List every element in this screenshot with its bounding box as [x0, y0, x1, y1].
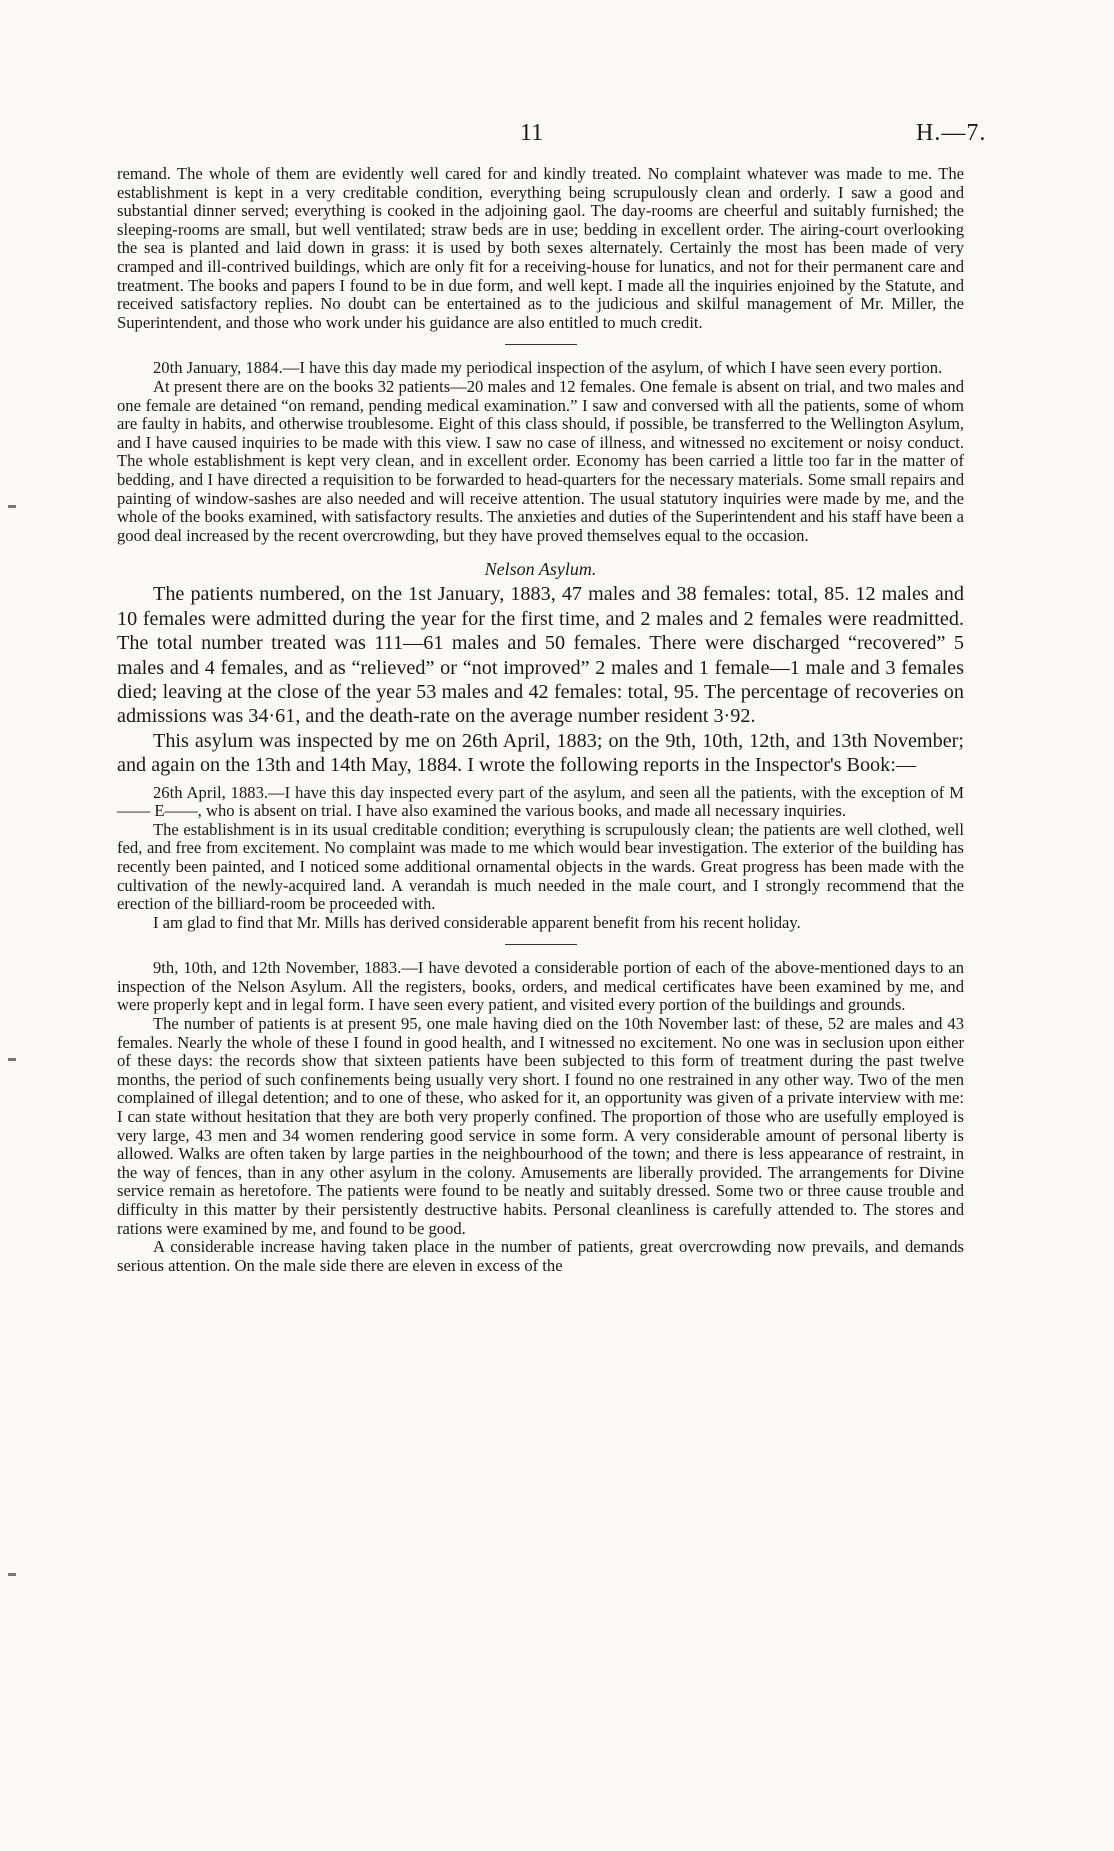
paragraph-inspection-dates: This asylum was inspected by me on 26th April, 1883; on the 9th, 10th, 12th, and 13th November; and again on the 13th and 14th May, 1884. I wrote the following reports in the Inspector's Book:— — [117, 729, 964, 777]
margin-mark — [8, 1573, 16, 1576]
paragraph-april-1883: 26th April, 1883.—I have this day inspected every part of the asylum, and seen all the patients, with the exception of M—— E——, who is absent on trial. I have also examined the various books, and made all necessary inquiries. — [117, 782, 964, 821]
paragraph-overcrowding: A considerable increase having taken place in the number of patients, great overcrowding now prevails, and demands serious attention. On the male side there are eleven in excess of the — [117, 1237, 964, 1275]
margin-mark — [8, 505, 16, 508]
page-number: 11 — [520, 120, 544, 146]
document-reference: H.—7. — [916, 120, 987, 146]
margin-mark — [8, 1058, 16, 1061]
paragraph-establishment: The establishment is in its usual creditable condition; everything is scrupulously clean; the patients are well clothed, well fed, and free from excitement. No complaint was made to me which would bear investigation. The exterior of the building has recently been painted, and I noticed some additional ornamental objects in the wards. Great progress has been made with the cultivation of the newly-acquired land. A verandah is much needed in the male court, and I strongly recommend that the erection of the billiard-room be proceeded with. — [117, 819, 964, 914]
paragraph-patient-count: The number of patients is at present 95, one male having died on the 10th November last: of these, 52 are males and 43 females. Nearly the whole of these I found in good health, and I witnessed no excitement. No one was in seclusion upon either of these days: the records show that sixteen patients have been subjected to this form of treatment during the past twelve months, the period of such confinements being usually very short. I found no one restrained in any other way. Two of the men complained of illegal detention; and to one of these, who asked for it, an opportunity was given of a private interview with me: I can state without hesitation that they are both very properly confined. The proportion of those who are usefully employed is very large, 43 men and 34 women rendering good service in some form. A very considerable amount of personal liberty is allowed. Walks are often taken by large parties in the neighbourhood of the town; and there is less appearance of restraint, in the way of fences, than in any other asylum in the colony. Amusements are liberally provided. The arrangements for Divine service remain as heretofore. The patients were found to be neatly and suitably dressed. Some two or three cause trouble and difficulty in this matter by their persistently destructive habits. Personal cleanliness is carefully attended to. The stores and rations were examined by me, and found to be good. — [117, 1014, 964, 1238]
section-divider — [505, 344, 577, 345]
paragraph-jan-1884: 20th January, 1884.—I have this day made my periodical inspection of the asylum, of which I have seen every portion. — [153, 358, 943, 378]
paragraph-november-1883: 9th, 10th, and 12th November, 1883.—I have devoted a considerable portion of each of the above-mentioned days to an inspection of the Nelson Asylum. All the registers, books, orders, and medical certificates have been examined by me, and were properly kept and in legal form. I have seen every patient, and visited every portion of the buildings and grounds. — [117, 958, 964, 1015]
paragraph-patients-on-books: At present there are on the books 32 patients—20 males and 12 females. One female is absent on trial, and two males and one female are detained “on remand, pending medical examination.” I saw and conversed with all the patients, some of whom are faulty in habits, and otherwise troublesome. Eight of this class should, if possible, be transferred to the Wellington Asylum, and I have caused inquiries to be made with this view. I saw no case of illness, and witnessed no excitement or noisy conduct. The whole establishment is kept very clean, and in excellent order. Economy has been carried a little too far in the matter of bedding, and I have directed a requisition to be forwarded to head-quarters for the necessary materials. Some small repairs and painting of window-sashes are also needed and will receive attention. The usual statutory inquiries were made by me, and the whole of the books examined, with satisfactory results. The anxieties and duties of the Superintendent and his staff have been a good deal increased by the recent overcrowding, but they have proved themselves equal to the occasion. — [117, 376, 964, 545]
paragraph-remand: remand. The whole of them are evidently well cared for and kindly treated. No complaint whatever was made to me. The establishment is kept in a very creditable condition, everything being scrupulously clean and orderly. I saw a good and substantial dinner served; everything is cooked in the adjoining gaol. The day-rooms are cheerful and suitably furnished; the sleeping-rooms are small, but well ventilated; straw beds are in use; bedding in excellent order. The airing-court overlooking the sea is planted and laid down in grass: it is used by both sexes alternately. Certainly the most has been made of very cramped and ill-contrived buildings, which are only fit for a receiving-house for lunatics, and not for their permanent care and treatment. The books and papers I found to be in due form, and well kept. I made all the inquiries enjoined by the Statute, and received satisfactory replies. No doubt can be entertained as to the judicious and skilful management of Mr. Miller, the Superintendent, and those who work under his guidance are also entitled to much credit. — [117, 164, 964, 332]
paragraph-nelson-statistics: The patients numbered, on the 1st January, 1883, 47 males and 38 females: total, 85. 12 males and 10 females were admitted during the year for the first time, and 2 males and 2 females were readmitted. The total number treated was 111—61 males and 50 females. There were discharged “recovered” 5 males and 4 females, and as “relieved” or “not improved” 2 males and 1 female—1 male and 3 females died; leaving at the close of the year 53 males and 42 females: total, 95. The percentage of recoveries on admissions was 34·61, and the death-rate on the average number resident 3·92. — [117, 583, 964, 728]
document-body — [117, 165, 964, 1275]
section-heading-nelson-asylum: Nelson Asylum. — [484, 559, 597, 580]
paragraph-holiday: I am glad to find that Mr. Mills has derived considerable apparent benefit from his recent holiday. — [153, 912, 801, 932]
section-divider — [505, 944, 577, 945]
